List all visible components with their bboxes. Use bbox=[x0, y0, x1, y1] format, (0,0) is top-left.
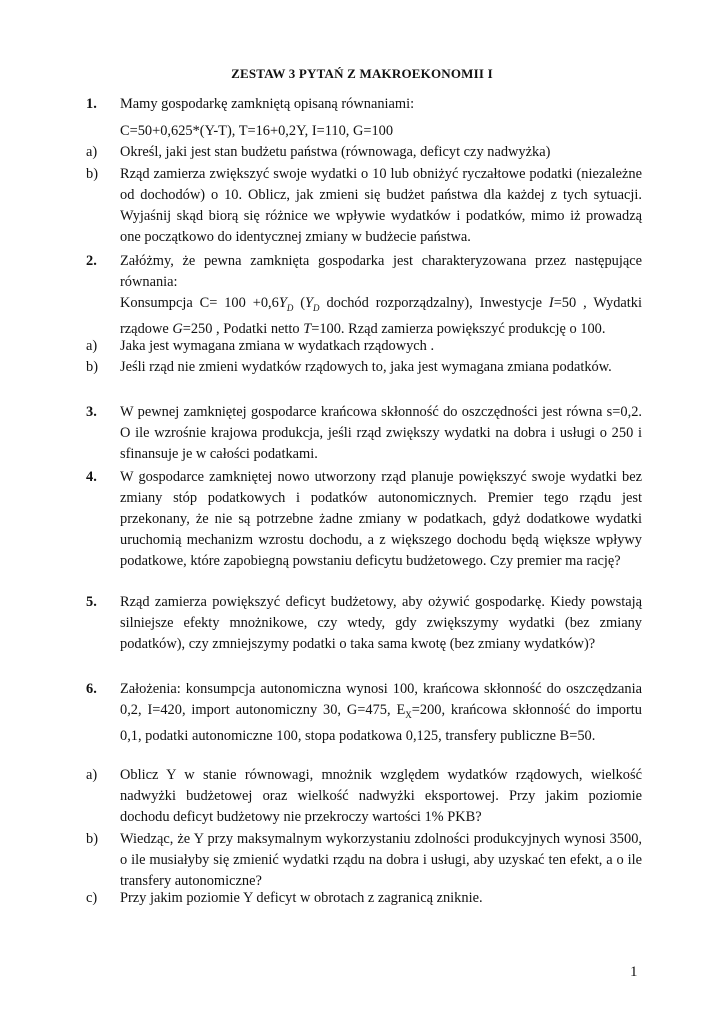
question-6c-label: c) bbox=[86, 890, 98, 906]
question-2-equations: Konsumpcja $C= 100 +0,6Y_D$ ($Y_D$ dochód rozporządzalny), Inwestycje I=50 , Wydatki rządowe G=250 , Podatki netto T=100. Rząd zamierza powiększyć produkcję o 100. bbox=[120, 295, 643, 337]
question-6c-text: Przy jakim poziomie Y deficyt w obrotach z zagranicą zniknie. bbox=[120, 890, 483, 906]
question-4-number: 4. bbox=[86, 469, 97, 485]
question-3-text: W pewnej zamkniętej gospodarce krańcowa skłonność do oszczędności jest równa s=0,2. O ile wzrośnie krajowa produkcja, jeśli rząd zwiększy wydatki na dobra i usługi o 250 i sfinansuje je w całości podatkami. bbox=[120, 404, 642, 462]
question-1-text: Mamy gospodarkę zamkniętą opisaną równaniami: bbox=[120, 96, 415, 112]
question-1b bbox=[86, 164, 642, 248]
question-1-number: 1. bbox=[86, 96, 97, 112]
question-2a bbox=[86, 336, 642, 357]
question-2 bbox=[86, 251, 642, 340]
question-6b bbox=[86, 829, 642, 892]
question-2b-label: b) bbox=[86, 359, 98, 375]
question-3-number: 3. bbox=[86, 404, 97, 420]
question-6-text: Założenia: konsumpcja autonomiczna wynosi 100, krańcowa skłonność do oszczędzania 0,2, I=420, import autonomiczny 30, G=475, $E_X=200$, krańcowa skłonność do importu 0,1, podatki autonomiczne 100, stopa podatkowa 0,125, transfery publiczne B=50. bbox=[120, 681, 642, 744]
question-1b-text: Rząd zamierza zwiększyć swoje wydatki o 10 lub obniżyć ryczałtowe podatki (niezależne od dochodów) o 10. Oblicz, jak zmieni się budżet państwa dla każdej z tych sytuacji. Wyjaśnij skąd biorą się różnice we wpływie wydatków i podatków, mimo iż prowadzą one początkowo do identycznej zmiany w budżecie państwa. bbox=[120, 166, 642, 245]
question-2-number: 2. bbox=[86, 253, 97, 269]
page-number: 1 bbox=[630, 964, 638, 980]
question-2-intro: Załóżmy, że pewna zamknięta gospodarka jest charakteryzowana przez następujące równania: bbox=[120, 253, 642, 290]
document-title: ZESTAW 3 PYTAŃ Z MAKROEKONOMII I bbox=[231, 66, 493, 81]
question-6a bbox=[86, 765, 642, 828]
question-6a-label: a) bbox=[86, 767, 98, 783]
question-1-equations-row bbox=[86, 121, 642, 142]
question-2b-text: Jeśli rząd nie zmieni wydatków rządowych to, jaka jest wymagana zmiana podatków. bbox=[120, 359, 612, 375]
question-3 bbox=[86, 402, 642, 465]
question-2a-text: Jaka jest wymagana zmiana w wydatkach rządowych . bbox=[120, 338, 435, 354]
question-2a-label: a) bbox=[86, 338, 98, 354]
question-6-number: 6. bbox=[86, 681, 97, 697]
question-1a bbox=[86, 142, 642, 163]
question-6b-label: b) bbox=[86, 831, 98, 847]
question-1 bbox=[86, 94, 642, 115]
question-1b-label: b) bbox=[86, 166, 98, 182]
question-6c bbox=[86, 888, 642, 909]
question-2-text bbox=[120, 251, 642, 340]
question-2b bbox=[86, 357, 642, 378]
question-6b-text: Wiedząc, że Y przy maksymalnym wykorzystaniu zdolności produkcyjnych wynosi 3500, o ile musiałyby się zmienić wydatki rządu na dobra i usługi, aby uzyskać ten efekt, a o ile transfery autonomiczne? bbox=[120, 831, 642, 889]
question-5 bbox=[86, 592, 642, 655]
question-6a-text: Oblicz Y w stanie równowagi, mnożnik względem wydatków rządowych, wielkość nadwyżki budżetowej oraz wielkość nadwyżki eksportowej. Przy jakim poziomie dochodu deficyt budżetowy nie przekroczy wartości 1% PKB? bbox=[120, 767, 642, 825]
question-6 bbox=[86, 679, 642, 747]
question-5-number: 5. bbox=[86, 594, 97, 610]
question-5-text: Rząd zamierza powiększyć deficyt budżetowy, aby ożywić gospodarkę. Kiedy powstają silniejsze efekty mnożnikowe, czy wtedy, gdy zwiększymy wydatki (bez zmiany podatków), czy zmniejszymy podatki o taka sama kwotę (bez zmiany wydatków)? bbox=[120, 594, 642, 652]
question-1a-label: a) bbox=[86, 144, 98, 160]
question-4-text: W gospodarce zamkniętej nowo utworzony rząd planuje powiększyć swoje wydatki bez zmiany stóp podatkowych i podatków autonomicznych. Premier tego rządu jest przekonany, że nie są potrzebne żadne zmiany w podatkach, gdyż dodatkowe wydatki uruchomią mechanizm wzrostu dochodu, a z większego dochodu będą większe wpływy podatkowe, które zapobiegną powstaniu deficytu budżetowego. Czy premier ma rację? bbox=[120, 469, 642, 569]
question-4 bbox=[86, 467, 642, 572]
question-1a-text: Określ, jaki jest stan budżetu państwa (równowaga, deficyt czy nadwyżka) bbox=[120, 144, 551, 160]
question-1-equations: C=50+0,625*(Y-T), T=16+0,2Y, I=110, G=100 bbox=[120, 123, 394, 139]
